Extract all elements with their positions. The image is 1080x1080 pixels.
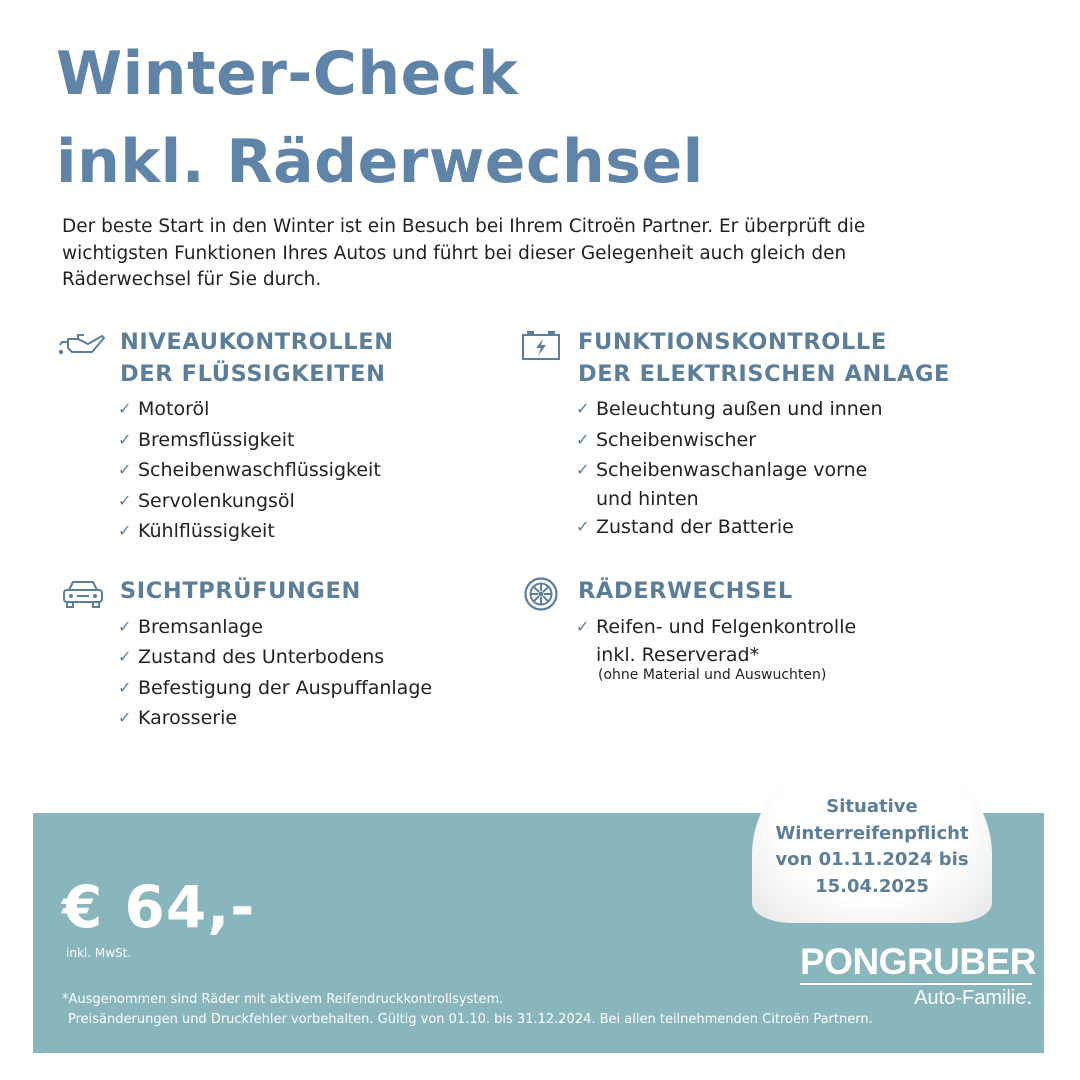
list-item [118, 703, 500, 734]
title-line-1: Winter-Check [56, 39, 519, 109]
list-item-label: Reifen- und Felgenkontrolle [596, 615, 857, 638]
check-icon: ✓ [118, 399, 132, 418]
car-front-icon [58, 576, 108, 612]
list-item [118, 486, 500, 517]
list-item [576, 425, 998, 456]
list-item-label: Scheibenwaschflüssigkeit [138, 459, 381, 481]
list-item [118, 612, 500, 643]
list-item-label: Motoröl [138, 398, 210, 420]
list-item-label: Karosserie [138, 707, 238, 729]
section-title: RÄDERWECHSEL [578, 578, 793, 604]
check-icon: ✓ [118, 616, 132, 636]
badge-line-1: Situative [826, 796, 918, 817]
list-item-label: Kühlflüssigkeit [138, 520, 275, 542]
section-electrical [578, 327, 998, 542]
section-visual-checks [120, 576, 500, 734]
badge-line-2: Winterreifenpflicht [775, 822, 969, 844]
list-item-label: Servolenkungsöl [138, 489, 295, 512]
list-item-label: Beleuchtung außen und innen [596, 398, 883, 420]
check-icon: ✓ [576, 399, 590, 418]
section-fluids [120, 327, 500, 547]
list-item [576, 512, 998, 543]
section-title-line-2: DER FLÜSSIGKEITEN [120, 360, 386, 387]
list-item [118, 455, 500, 486]
section-title: SICHTPRÜFUNGEN [120, 578, 361, 604]
wheel-change-note: (ohne Material und Auswuchten) [598, 667, 827, 683]
footnote-line-1: *Ausgenommen sind Räder mit aktivem Reifendruckkontrollsystem. [62, 992, 504, 1007]
list-item [576, 394, 998, 425]
checklist [118, 394, 500, 547]
footnote [62, 990, 873, 1030]
check-icon: ✓ [118, 708, 132, 727]
list-item-label: Zustand der Batterie [596, 515, 794, 538]
footnote-line-2: Preisänderungen und Druckfehler vorbehalten. Gültig von 01.10. bis 31.12.2024. Bei allen teilnehmenden Citroën Partnern. [68, 1012, 873, 1027]
check-icon: ✓ [118, 647, 132, 666]
check-icon: ✓ [576, 460, 590, 479]
wheel-icon [516, 576, 566, 612]
list-item-label: Befestigung der Auspuffanlage [138, 676, 433, 699]
winter-tyre-badge-text [752, 794, 992, 900]
section-title-line-1: FUNKTIONSKONTROLLE [578, 329, 887, 355]
section-title-line-2: DER ELEKTRISCHEN ANLAGE [578, 360, 950, 387]
logo-tagline: Auto-Familie. [914, 987, 1032, 1009]
page-title [56, 30, 704, 206]
section-wheel-change [578, 576, 978, 684]
checklist [576, 612, 978, 669]
list-item-label: Scheibenwaschanlage vorne [596, 459, 868, 481]
section-title [578, 327, 998, 390]
check-icon: ✓ [118, 490, 132, 510]
checklist [576, 394, 998, 542]
battery-icon [516, 327, 566, 363]
check-icon: ✓ [118, 677, 132, 697]
pongruber-logo [800, 941, 1037, 1011]
check-icon: ✓ [118, 460, 132, 479]
list-item-label: Bremsflüssigkeit [138, 428, 295, 451]
list-item [118, 516, 500, 547]
list-item [118, 642, 500, 673]
list-item-label-continued: und hinten [596, 487, 699, 510]
oil-can-icon [58, 327, 108, 363]
intro-text: Der beste Start in den Winter ist ein Besuch bei Ihrem Citroën Partner. Er überprüft die wichtigsten Funktionen Ihres Autos und führt bei dieser Gelegenheit auch gleich den Räderwechsel für Sie durch. [62, 216, 866, 290]
checklist [118, 612, 500, 734]
section-title [120, 327, 500, 390]
section-title-line-1: NIVEAUKONTROLLEN [120, 329, 394, 355]
list-item [118, 425, 500, 456]
check-icon: ✓ [118, 429, 132, 449]
list-item-label: Bremsanlage [138, 615, 263, 638]
list-item [576, 455, 998, 512]
badge-line-4: 15.04.2025 [815, 875, 929, 897]
check-icon: ✓ [576, 616, 590, 636]
price-vat-note: inkl. MwSt. [66, 946, 132, 960]
list-item [118, 394, 500, 425]
list-item-label-continued: inkl. Reserverad* [596, 644, 760, 666]
list-item [118, 673, 500, 704]
check-icon: ✓ [576, 429, 590, 449]
badge-line-3: von 01.11.2024 bis [775, 849, 969, 870]
list-item-label: Zustand des Unterbodens [138, 646, 385, 668]
check-icon: ✓ [118, 521, 132, 540]
check-icon: ✓ [576, 516, 590, 536]
title-line-2: inkl. Räderwechsel [56, 127, 704, 197]
list-item [576, 612, 978, 669]
logo-name: PONGRUBER [800, 942, 1032, 985]
price-amount: € 64,- [62, 873, 256, 941]
list-item-label: Scheibenwischer [596, 428, 757, 451]
